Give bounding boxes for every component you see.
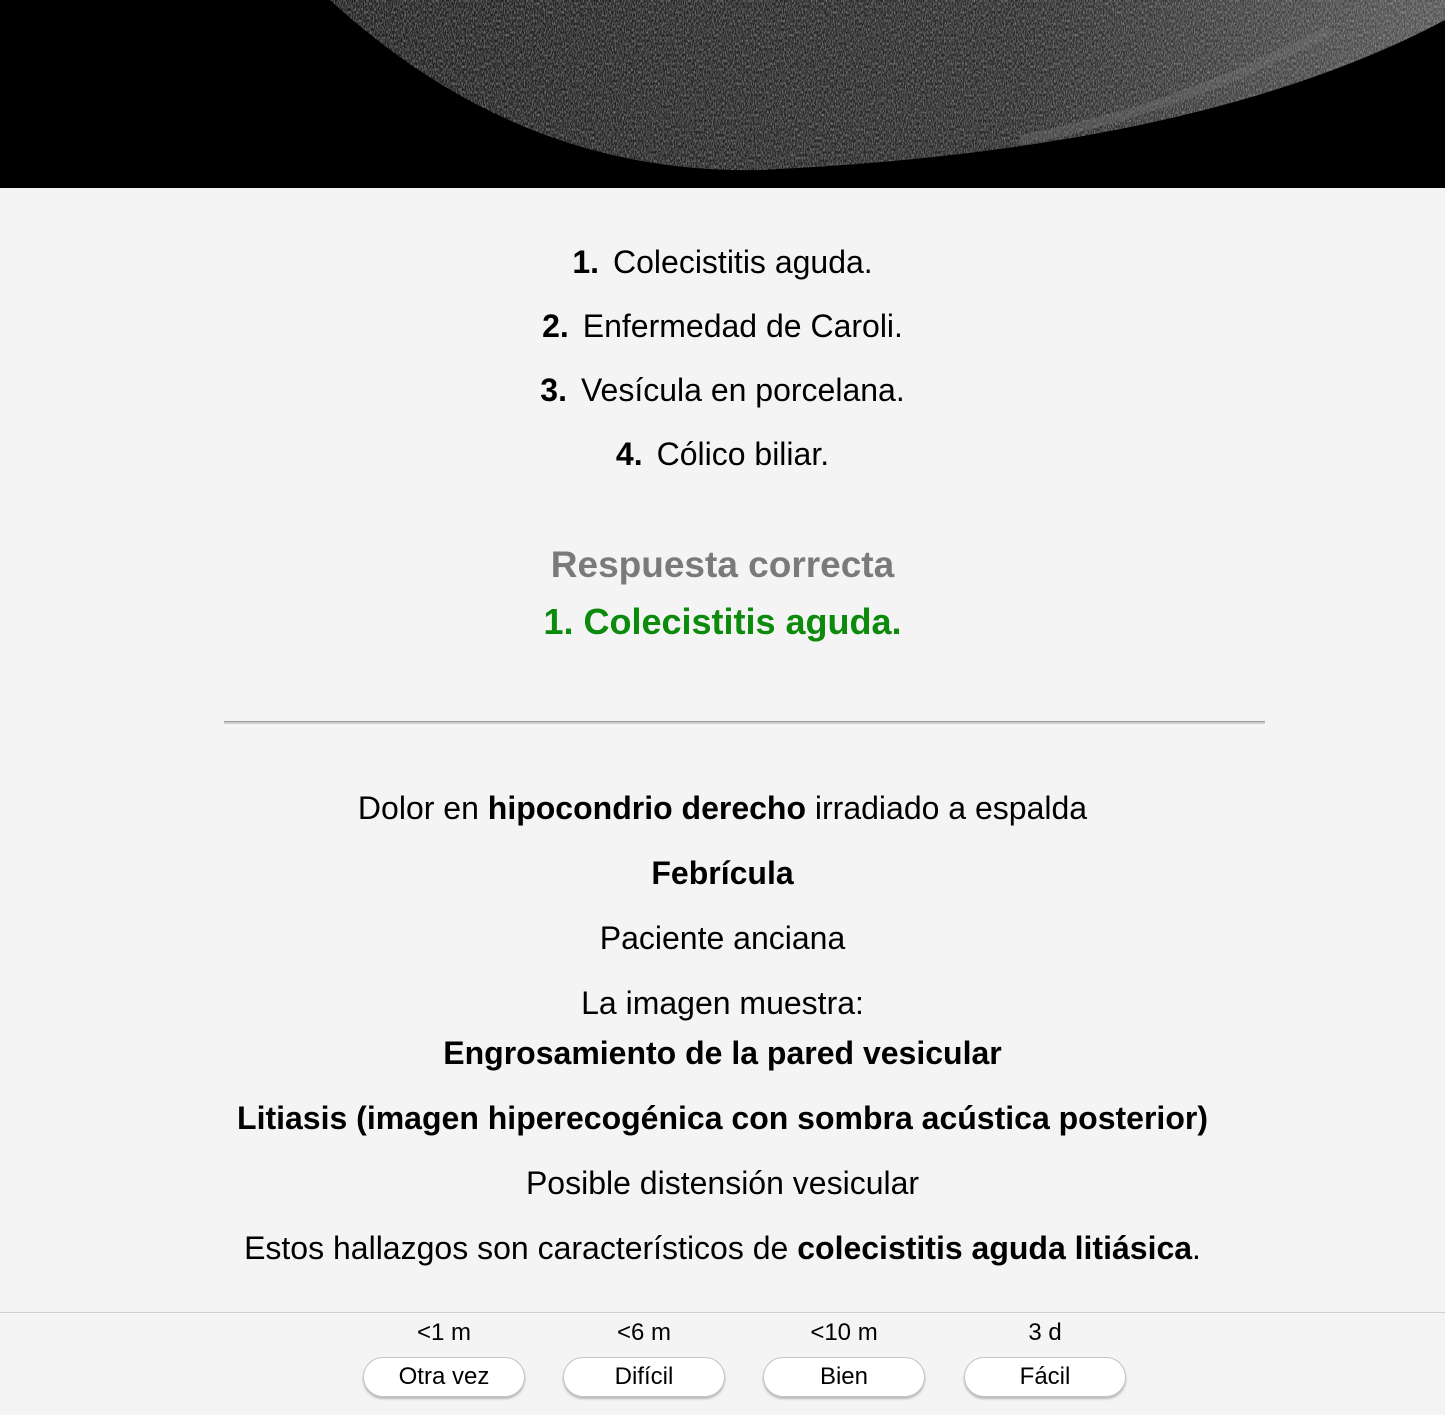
answer-buttons-bar: [0, 1312, 1445, 1415]
interval-label: <1 m: [416, 1319, 472, 1346]
explanation-line: [0, 1096, 1445, 1161]
option-number: 2.: [542, 308, 569, 344]
explanation-text-span: Paciente anciana: [599, 920, 846, 956]
explanation-text-span: irradiado a espalda: [806, 790, 1088, 826]
card-content: [0, 188, 1445, 1312]
option-text: Colecistitis aguda.: [613, 244, 873, 280]
interval-label: <10 m: [810, 1319, 878, 1346]
hard-button[interactable]: Difícil: [563, 1357, 725, 1397]
explanation-text-span: .: [1192, 1230, 1201, 1266]
explanation-line: [0, 786, 1445, 851]
hard-button-group: [561, 1313, 727, 1397]
explanation-line: [0, 1226, 1445, 1291]
option-text: Cólico biliar.: [656, 436, 830, 472]
option-text: Vesícula en porcelana.: [580, 372, 905, 408]
explanation-text-span: Estos hallazgos son característicos de: [244, 1230, 798, 1266]
explanation-line: [0, 851, 1445, 916]
correct-answer-heading: Respuesta correcta: [550, 544, 895, 585]
answer-option: [0, 432, 1445, 496]
easy-button[interactable]: Fácil: [964, 1357, 1126, 1397]
option-number: 3.: [540, 372, 567, 408]
explanation-line: [0, 1161, 1445, 1226]
answer-divider: [224, 721, 1265, 724]
ultrasound-image-graphic: [0, 0, 1445, 188]
good-button[interactable]: Bien: [763, 1357, 925, 1397]
easy-button-group: [962, 1313, 1128, 1397]
explanation-bold-span: colecistitis aguda litiásica: [797, 1230, 1193, 1266]
again-button-group: [361, 1313, 527, 1397]
option-number: 1.: [572, 244, 599, 280]
correct-answer-value: 1. Colecistitis aguda.: [543, 601, 902, 642]
answer-options-list: [0, 240, 1445, 496]
explanation-text-span: Posible distensión vesicular: [525, 1165, 920, 1201]
answer-option: [0, 368, 1445, 432]
explanation-bold-span: Litiasis (imagen hiperecogénica con sombra acústica posterior): [237, 1100, 1208, 1136]
answer-option: [0, 240, 1445, 304]
explanation-line: [0, 981, 1445, 1031]
ultrasound-image: [0, 0, 1445, 188]
explanation-text-span: Dolor en: [357, 790, 488, 826]
option-text: Enfermedad de Caroli.: [582, 308, 903, 344]
answer-option: [0, 304, 1445, 368]
good-button-group: [761, 1313, 927, 1397]
explanation-text-span: La imagen muestra:: [581, 985, 864, 1021]
explanation-bold-span: Engrosamiento de la pared vesicular: [443, 1035, 1002, 1071]
interval-label: <6 m: [616, 1319, 672, 1346]
again-button[interactable]: Otra vez: [363, 1357, 525, 1397]
explanation-line: [0, 916, 1445, 981]
explanation-bold-span: hipocondrio derecho: [487, 790, 806, 826]
option-number: 4.: [615, 436, 643, 472]
explanation-text: [0, 786, 1445, 1291]
interval-label: 3 d: [1028, 1319, 1062, 1346]
explanation-bold-span: Febrícula: [651, 855, 794, 891]
explanation-line: [0, 1031, 1445, 1096]
